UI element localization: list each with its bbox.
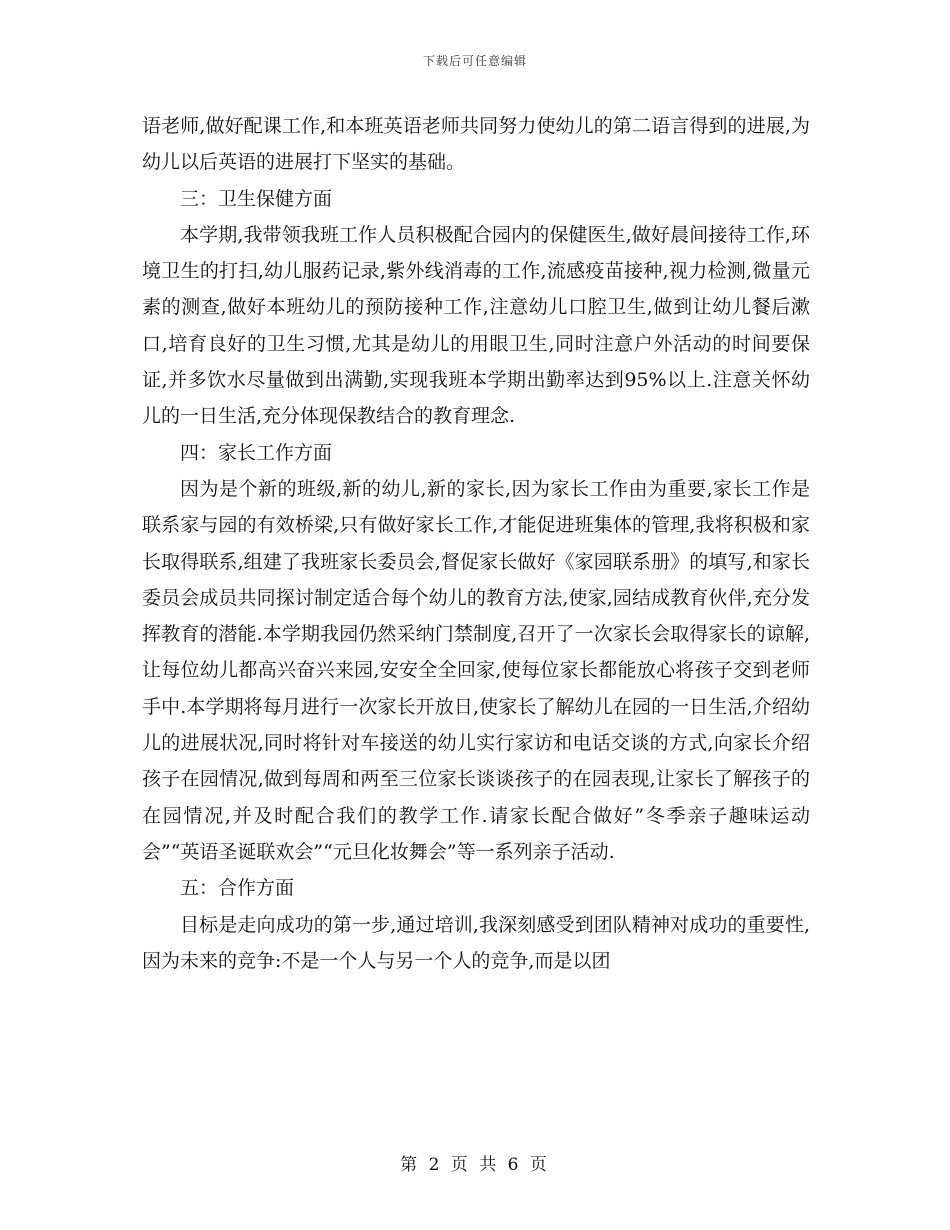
section-heading-cooperation: 五：合作方面 — [180, 877, 295, 900]
document-body — [142, 108, 810, 979]
section-heading-parents: 四：家长工作方面 — [180, 441, 333, 464]
paragraph-parents: 因为是个新的班级,新的幼儿,新的家长,因为家长工作由为重要,家长工作是联系家与园的有效桥梁,只有做好家长工作,才能促进班集体的管理,我将积极和家长取得联系,组建了我班家长委员会,督促家长做好《家园联系册》的填写,和家长委员会成员共同探讨制定适合每个幼儿的教育方法,使家,园结成教育伙伴,充分发挥教育的潜能.本学期我园仍然采纳门禁制度,召开了一次家长会取得家长的谅解,让每位幼儿都高兴奋兴来园,安安全全回家,使每位家长都能放心将孩子交到老师手中.本学期将每月进行一次家长开放日,使家长了解幼儿在园的一日生活,介绍幼儿的进展状况,同时将针对车接送的幼儿实行家访和电话交谈的方式,向家长介绍孩子在园情况,做到每周和两至三位家长谈谈孩子的在园表现,让家长了解孩子的在园情况,并及时配合我们的教学工作.请家长配合做好”冬季亲子趣味运动会”“英语圣诞联欢会”“元旦化妆舞会”等一系列亲子活动. — [142, 477, 810, 863]
paragraph-cooperation: 目标是走向成功的第一步,通过培训,我深刻感受到团队精神对成功的重要性,因为未来的竞争:不是一个人与另一个人的竞争,而是以团 — [142, 913, 810, 972]
paragraph-hygiene: 本学期,我带领我班工作人员积极配合园内的保健医生,做好晨间接待工作,环境卫生的打扫,幼儿服药记录,紫外线消毒的工作,流感疫苗接种,视力检测,微量元素的测查,做好本班幼儿的预防接种工作,注意幼儿口腔卫生,做到让幼儿餐后漱口,培育良好的卫生习惯,尤其是幼儿的用眼卫生,同时注意户外活动的时间要保证,并多饮水尽量做到出满勤,实现我班本学期出勤率达到95%以上.注意关怀幼儿的一日生活,充分体现保教结合的教育理念. — [142, 223, 810, 428]
page-footer — [0, 1150, 950, 1175]
paragraph-continuation: 语老师,做好配课工作,和本班英语老师共同努力使幼儿的第二语言得到的进展,为幼儿以后英语的进展打下坚实的基础。 — [142, 115, 810, 174]
page-header: 下载后可任意编辑 — [422, 54, 527, 68]
page-number: 第 2 页 共 6 页 — [400, 1155, 550, 1175]
section-heading-hygiene: 三：卫生保健方面 — [180, 187, 333, 210]
